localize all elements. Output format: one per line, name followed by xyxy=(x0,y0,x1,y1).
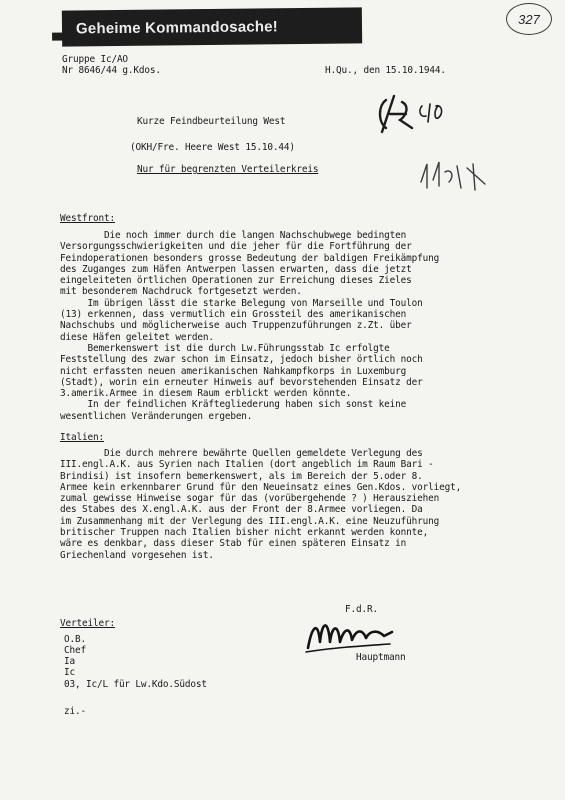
text-line: Feststellung des zwar schon im Einsatz, jedoch bisher örtlich noch xyxy=(60,354,423,366)
text-line: im Zusammenhang mit der Verlegung des III.engl.A.K. eine Neuzuführung xyxy=(60,515,440,527)
text-line: Armee kein erkennbarer Grund für den Neueinsatz eines Gen.Kdos. vorliegt, xyxy=(60,481,462,493)
text-line: Die noch immer durch die langen Nachschubwege bedingten xyxy=(60,230,407,241)
text-line: des Stabes des X.engl.A.K. aus der Front der 8.Armee vorliegen. Da xyxy=(60,504,423,516)
text-line: Die durch mehrere bewährte Quellen gemeldete Verlegung des xyxy=(60,448,423,459)
text-line: Nachschubs und möglicherweise auch Truppenzuführungen z.Zt. über xyxy=(60,320,412,332)
page-number: 327 xyxy=(518,11,540,27)
text-line: Versorgungsschwierigkeiten und die jeher für die Fortführung der xyxy=(60,241,412,253)
text-line: 3.amerik.Armee in diesem Raum erblickt werden könnte. xyxy=(60,388,352,400)
report-source: (OKH/Fre. Heere West 15.10.44) xyxy=(130,142,295,153)
typist-initials: zi.- xyxy=(64,706,86,717)
text-line: Bemerkenswert ist die durch Lw.Führungsstab Ic erfolgte xyxy=(60,342,390,354)
page-number-stamp xyxy=(506,3,552,35)
text-line: III.engl.A.K. aus Syrien nach Italien (dort angeblich im Raum Bari - xyxy=(60,459,434,471)
text-line: diese Häfen geleitet werden. xyxy=(60,331,214,343)
text-line: zumal gewisse Hinweise sogar für das (vorübergehende ? ) Herausziehen xyxy=(60,493,440,505)
text-line: nicht erfassten neuen amerikanischen Nahkampfkorps in Luxemburg xyxy=(60,365,407,377)
distribution-restriction: Nur für begrenzten Verteilerkreis xyxy=(137,164,319,175)
classification-text: Geheime Kommandosache! xyxy=(75,17,279,37)
signature-rank: Hauptmann xyxy=(356,652,406,663)
text-line: wäre es denkbar, dass dieser Stab für einen späteren Einsatz in xyxy=(60,538,407,550)
text-line: In der feindlichen Kräftegliederung haben sich sonst keine xyxy=(60,399,407,411)
westfront-body xyxy=(60,230,540,422)
distribution-item: O.B. xyxy=(64,634,86,645)
distribution-item: 03, Ic/L für Lw.Kdo.Südost xyxy=(64,679,207,690)
text-line: Brindisi) ist insofern bemerkenswert, als im Bereich der 5.oder 8. xyxy=(60,470,423,482)
place-date: H.Qu., den 15.10.1944. xyxy=(325,65,446,76)
distribution-item: Chef xyxy=(64,645,86,656)
text-line: Griechenland vorgesehen ist. xyxy=(60,549,214,561)
distribution-item: Ia xyxy=(64,656,75,667)
text-line: des Zuganges zum Häfen Antwerpen lassen erwarten, dass die jetzt xyxy=(60,263,412,275)
text-line: eingeleiteten örtlichen Operationen zur Erreichung dieses Zieles xyxy=(60,275,412,287)
italien-heading: Italien: xyxy=(60,432,104,443)
handwritten-mark xyxy=(372,92,462,140)
text-line: mit besonderem Nachdruck fortgesetzt werden. xyxy=(60,286,302,298)
text-line: wesentlichen Veränderungen ergeben. xyxy=(60,410,253,422)
handwritten-note xyxy=(415,158,495,198)
report-title: Kurze Feindbeurteilung West xyxy=(137,116,286,127)
distribution-heading: Verteiler: xyxy=(60,618,115,629)
distribution-item: Ic xyxy=(64,667,75,678)
text-line: (13) erkennen, dass vermutlich ein Grossteil des amerikanischen xyxy=(60,309,407,321)
text-line: britischer Truppen nach Italien bisher nicht erkannt werden konnte, xyxy=(60,527,429,539)
westfront-heading: Westfront: xyxy=(60,213,115,224)
text-line: Feindoperationen besonders grosse Bedeutung der baldigen Freikämpfung xyxy=(60,252,440,264)
classification-banner xyxy=(62,7,362,46)
department: Gruppe Ic/AO xyxy=(62,54,128,65)
italien-body xyxy=(60,448,540,561)
reference-number: Nr 8646/44 g.Kdos. xyxy=(62,65,161,76)
fdr-label: F.d.R. xyxy=(345,604,378,615)
text-line: (Stadt), worin ein erneuter Hinweis auf bevorstehenden Einsatz der xyxy=(60,376,423,388)
text-line: Im übrigen lässt die starke Belegung von Marseille und Toulon xyxy=(60,297,423,309)
